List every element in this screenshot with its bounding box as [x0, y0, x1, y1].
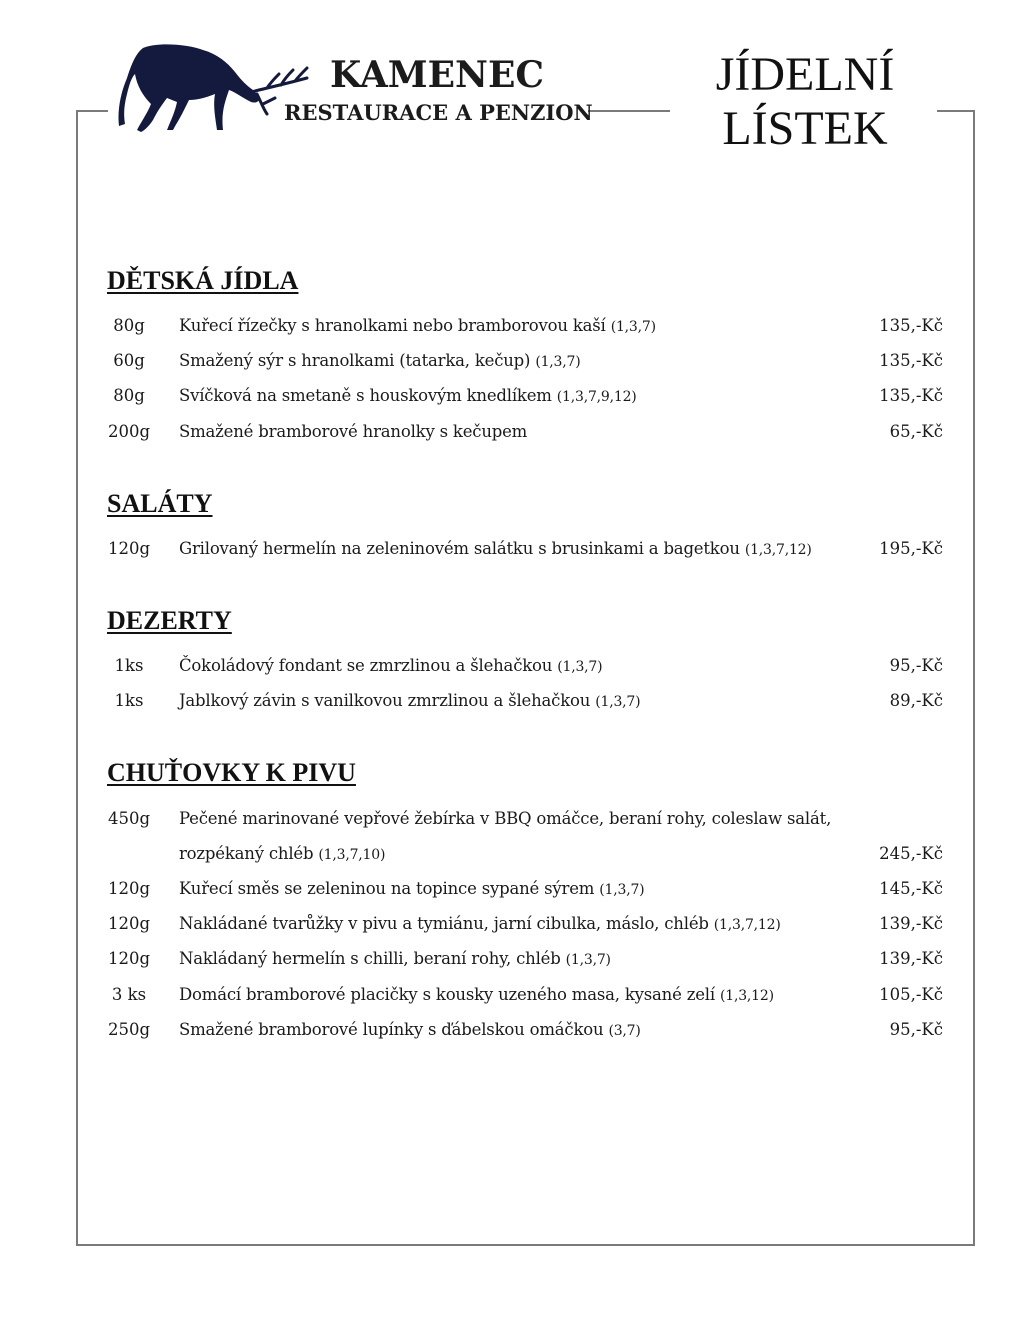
item-price: 135,-Kč	[879, 316, 943, 335]
menu-item	[0, 414, 1020, 449]
document-title	[700, 48, 910, 156]
item-quantity: 250g	[107, 1020, 151, 1039]
title-line-1: JÍDELNÍ	[715, 48, 895, 101]
item-quantity: 120g	[107, 949, 151, 968]
item-name: Smažené bramborové lupínky s ďábelskou omáčkou	[179, 1020, 604, 1039]
menu-item	[0, 941, 1020, 976]
menu-item	[0, 648, 1020, 683]
item-price: 95,-Kč	[889, 1020, 943, 1039]
item-allergens: (1,3,7)	[535, 354, 581, 370]
item-allergens: (1,3,7)	[557, 659, 603, 675]
section-title-dezerty: DEZERTY	[107, 606, 232, 635]
item-name: Grilovaný hermelín na zeleninovém salátku s brusinkami a bagetkou	[179, 539, 740, 558]
item-allergens: (1,3,7)	[599, 882, 645, 898]
frame-top-border-middle	[588, 110, 670, 112]
menu-item	[0, 343, 1020, 378]
item-name: Nakládané tvarůžky v pivu a tymiánu, jarní cibulka, máslo, chléb	[179, 914, 709, 933]
menu-item	[0, 1012, 1020, 1047]
item-quantity: 1ks	[114, 656, 144, 675]
frame-top-border-right	[937, 110, 975, 112]
item-price: 95,-Kč	[889, 656, 943, 675]
frame-bottom-border	[76, 1244, 975, 1246]
item-allergens: (1,3,12)	[719, 988, 774, 1004]
item-price: 195,-Kč	[879, 539, 943, 558]
menu-item	[0, 906, 1020, 941]
menu-item	[0, 977, 1020, 1012]
item-allergens: (1,3,7,12)	[744, 542, 812, 558]
item-quantity: 80g	[113, 316, 145, 335]
item-quantity: 120g	[107, 879, 151, 898]
item-allergens: (1,3,7,12)	[713, 917, 781, 933]
item-price: 139,-Kč	[879, 949, 943, 968]
item-quantity: 120g	[107, 914, 151, 933]
brand-name: KAMENEC	[330, 54, 545, 96]
item-price: 89,-Kč	[889, 691, 943, 710]
item-name: Kuřecí směs se zeleninou na topince sypané sýrem	[179, 879, 595, 898]
item-quantity: 80g	[113, 386, 145, 405]
item-allergens: (1,3,7,10)	[318, 847, 386, 863]
item-quantity: 3 ks	[111, 985, 147, 1004]
frame-top-border-left	[76, 110, 108, 112]
item-allergens: (1,3,7)	[610, 319, 656, 335]
menu-item	[0, 378, 1020, 413]
item-allergens: (1,3,7,9,12)	[556, 389, 637, 405]
menu-item-continuation	[0, 836, 1020, 871]
item-name: Svíčková na smetaně s houskovým knedlíkem	[179, 386, 552, 405]
item-price: 139,-Kč	[879, 914, 943, 933]
menu-item	[0, 683, 1020, 718]
item-name: Domácí bramborové placičky s kousky uzeného masa, kysané zelí	[179, 985, 715, 1004]
menu-item	[0, 308, 1020, 343]
section-title-detska-jidla: DĚTSKÁ JÍDLA	[107, 266, 299, 295]
item-quantity: 120g	[107, 539, 151, 558]
item-name: Čokoládový fondant se zmrzlinou a šlehačkou	[179, 656, 553, 675]
item-quantity: 60g	[113, 351, 145, 370]
item-price: 65,-Kč	[889, 422, 943, 441]
section-title-chutovky-k-pivu: CHUŤOVKY K PIVU	[107, 758, 356, 787]
item-price: 135,-Kč	[879, 386, 943, 405]
item-price: 105,-Kč	[879, 985, 943, 1004]
item-allergens: (3,7)	[608, 1023, 641, 1039]
item-name: Nakládaný hermelín s chilli, beraní rohy, chléb	[179, 949, 561, 968]
item-quantity: 450g	[107, 809, 151, 828]
item-quantity: 1ks	[114, 691, 144, 710]
item-name-continuation: rozpékaný chléb	[179, 844, 314, 863]
section-title-salaty: SALÁTY	[107, 489, 213, 518]
brand-subtitle: RESTAURACE A PENZION	[284, 100, 593, 125]
title-line-2: LÍSTEK	[722, 102, 888, 155]
item-allergens: (1,3,7)	[565, 952, 611, 968]
item-name: Smažený sýr s hranolkami (tatarka, kečup)	[179, 351, 531, 370]
item-allergens: (1,3,7)	[595, 694, 641, 710]
item-price: 135,-Kč	[879, 351, 943, 370]
menu-item	[0, 531, 1020, 566]
menu-item	[0, 801, 1020, 836]
item-price: 245,-Kč	[879, 844, 943, 863]
item-name: Pečené marinované vepřové žebírka v BBQ omáčce, beraní rohy, coleslaw salát,	[179, 809, 832, 828]
item-quantity: 200g	[107, 422, 151, 441]
item-name: Smažené bramborové hranolky s kečupem	[179, 422, 528, 441]
menu-item	[0, 871, 1020, 906]
item-name: Kuřecí řízečky s hranolkami nebo bramborovou kaší	[179, 316, 606, 335]
item-name: Jablkový závin s vanilkovou zmrzlinou a šlehačkou	[179, 691, 591, 710]
item-price: 145,-Kč	[879, 879, 943, 898]
